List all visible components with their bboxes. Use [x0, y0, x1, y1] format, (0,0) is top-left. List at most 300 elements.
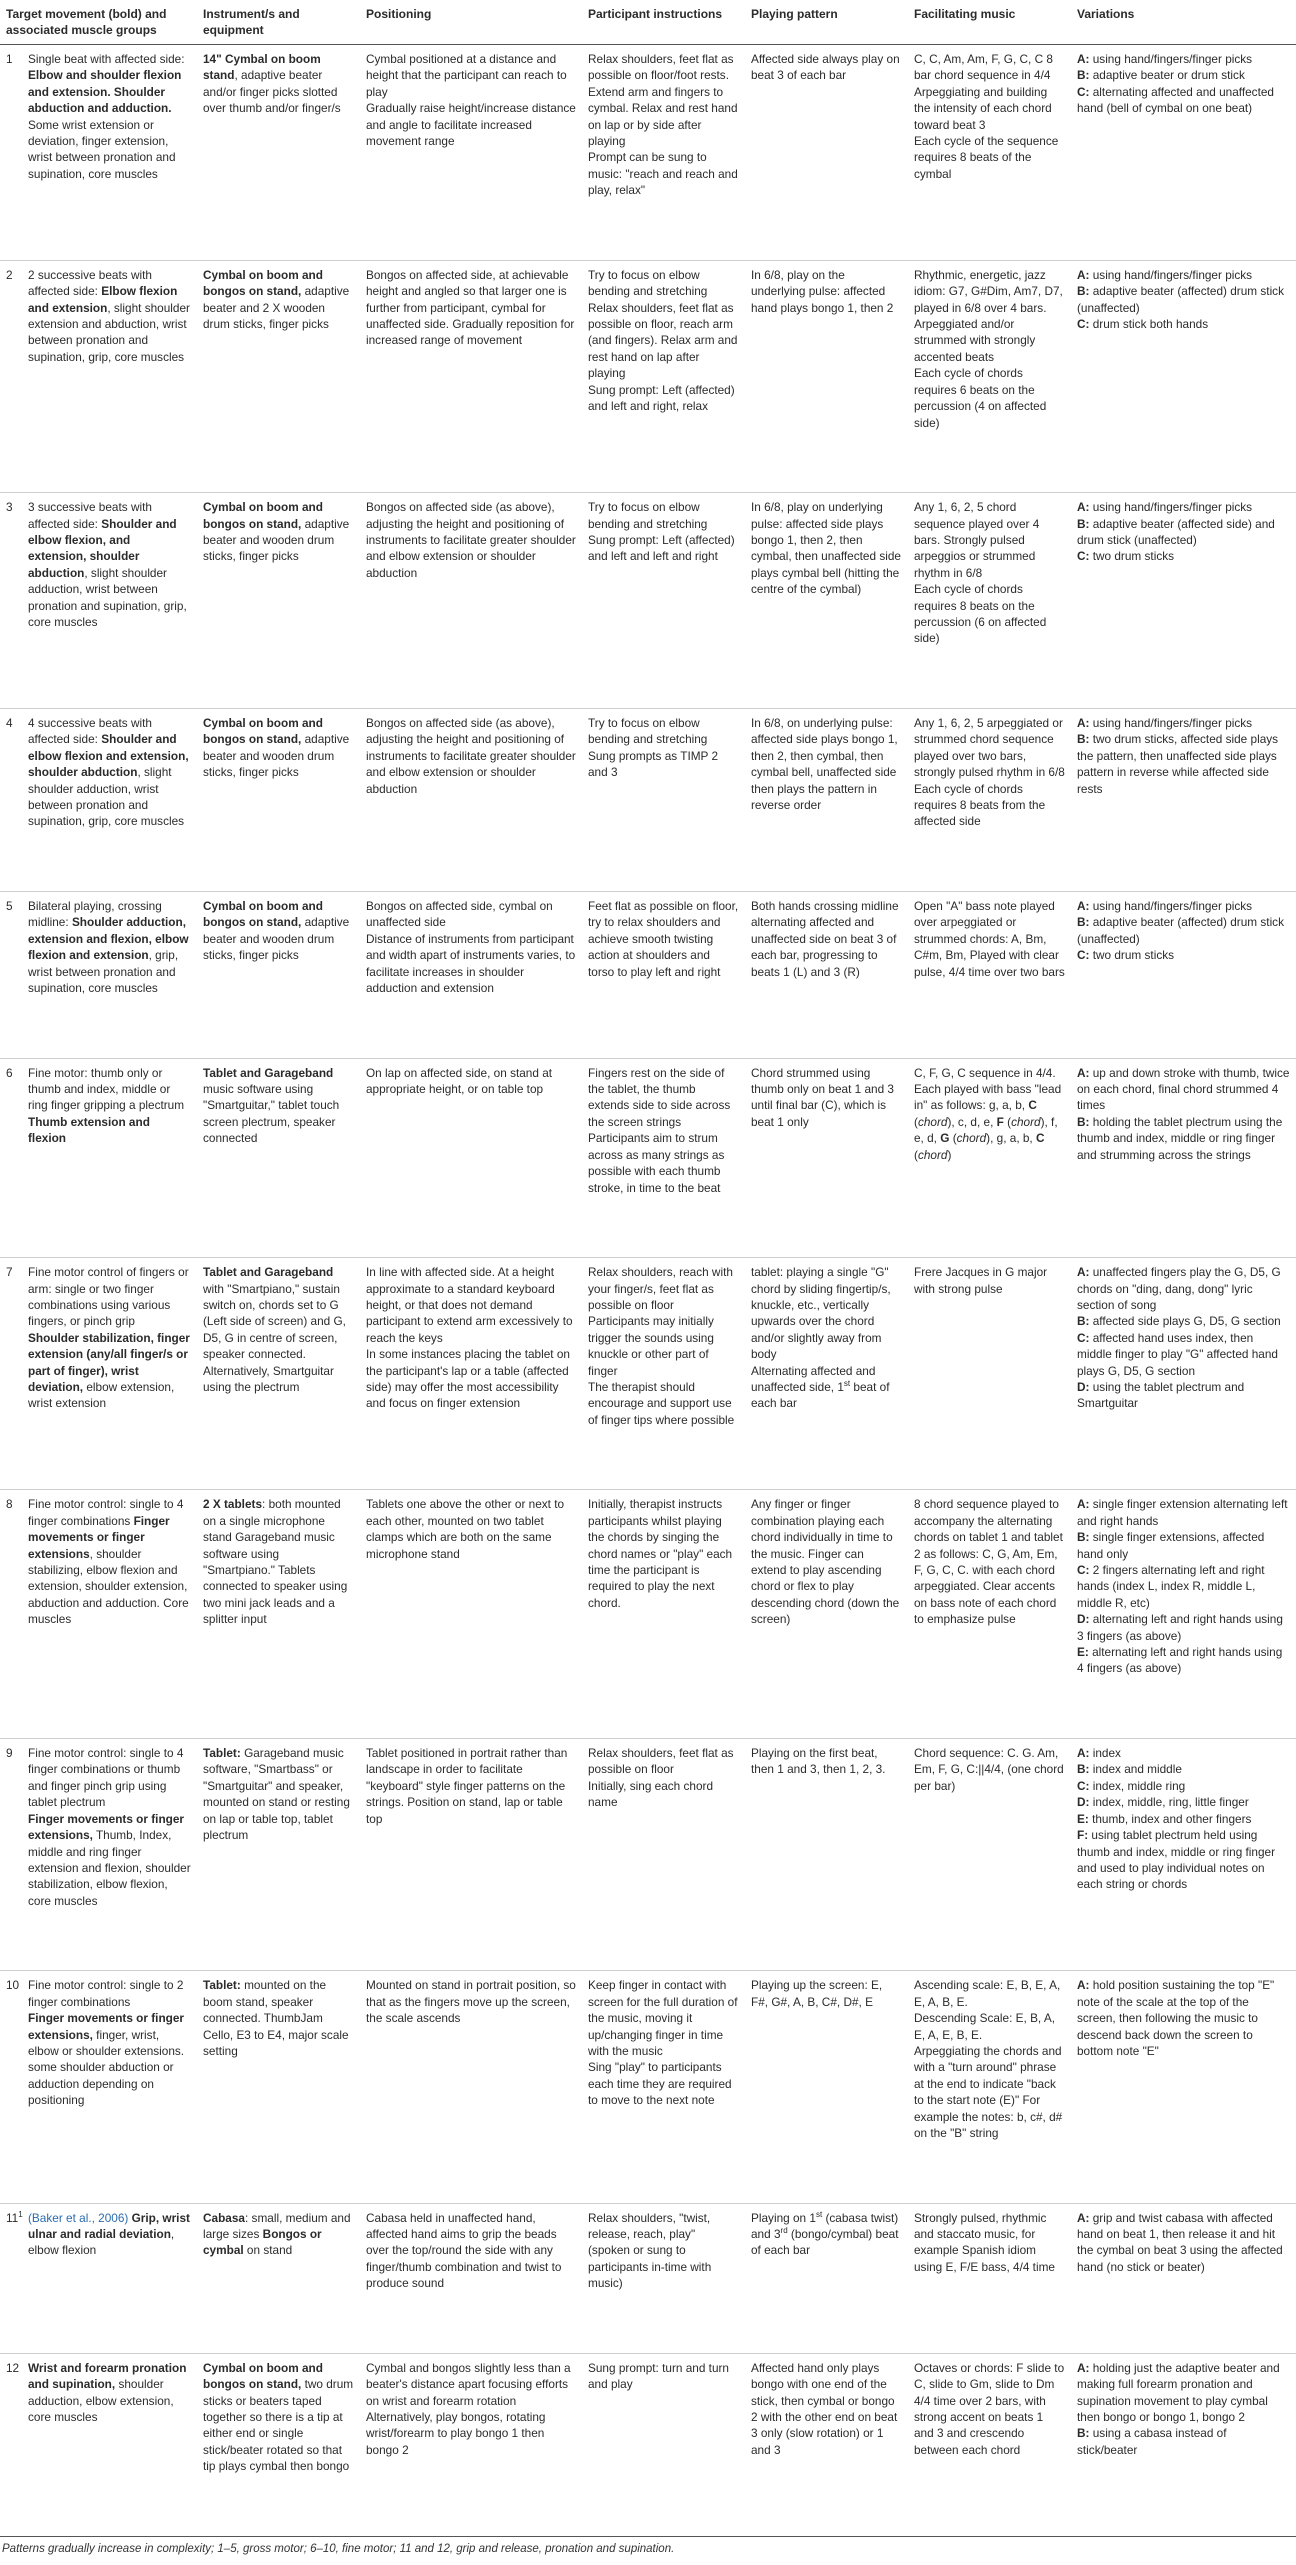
variation-run: C: — [1077, 1330, 1090, 1345]
cell-instructions — [582, 2203, 745, 2353]
header-target: Target movement (bold) and associated muscle groups — [0, 0, 197, 45]
variation-item — [1077, 1745, 1290, 1761]
instrument-run: Cabasa — [203, 2210, 245, 2225]
instrument-run: adaptive beater and wooden drum sticks, finger picks — [203, 915, 350, 963]
variation-run: using a cabasa instead of stick/beater — [1077, 2426, 1227, 2457]
instructions-line: Initially, sing each chord name — [588, 1778, 714, 1810]
table-row — [0, 1490, 1296, 1739]
cell-instructions — [582, 892, 745, 1059]
pattern-line: Playing up the screen: E, F#, G#, A, B, C#, D#, E — [751, 1978, 883, 2009]
cell-instrument — [197, 2353, 360, 2536]
target-wrap — [6, 499, 191, 630]
variation-run: D: — [1077, 1379, 1090, 1394]
instrument-run: Tablet: — [203, 1978, 241, 1993]
cell-music — [908, 1490, 1071, 1739]
variation-run: adaptive beater or drum stick — [1089, 68, 1245, 83]
music-run: ), f, e, d, — [914, 1114, 1058, 1146]
target-wrap — [6, 267, 191, 365]
music-run: ( — [949, 1131, 957, 1146]
instructions-line: Keep finger in contact with screen for the full duration of the music, moving it up/changing finger in time with the music — [588, 1978, 738, 2058]
instructions-line: Participants aim to strum across as many strings as possible with each thumb stroke, in time to the beat — [588, 1131, 725, 1195]
header-instructions: Participant instructions — [582, 0, 745, 45]
variation-run: grip and twist cabasa with affected hand on beat 1, then release it and hit the cymbal on beat 3 using the affected hand (no stick or beater) — [1077, 2210, 1283, 2274]
variation-run: A: — [1077, 715, 1090, 730]
cell-pattern — [745, 1058, 908, 1257]
variation-run: B: — [1077, 284, 1090, 299]
target-run: Thumb, Index, middle and ring finger extension and flexion, shoulder stabilization, elbow flexion, core muscles — [28, 1828, 191, 1908]
row-number: 8 — [6, 1497, 13, 1512]
cell-target — [0, 260, 197, 492]
instrument-run: adaptive beater and wooden drum sticks, finger picks — [203, 516, 350, 564]
row-number: 2 — [6, 267, 13, 282]
target-text — [28, 1065, 191, 1147]
target-text — [28, 715, 191, 830]
instrument-run: , adaptive beater and/or finger picks slotted over thumb and/or finger/s — [203, 68, 341, 116]
variation-run: using hand/fingers/finger picks — [1089, 500, 1253, 515]
target-text — [28, 51, 191, 182]
positioning-line: Tablets one above the other or next to each other, mounted on two tablet clamps which are both on the same microphone stand — [366, 1497, 565, 1561]
target-wrap — [6, 1496, 191, 1627]
variation-run: index, middle, ring, little finger — [1089, 1795, 1249, 1810]
music-run: C — [1036, 1131, 1045, 1146]
music-line: Any 1, 6, 2, 5 chord sequence played over 4 bars. Strongly pulsed arpeggios or strummed rhythm in 6/8 — [914, 500, 1040, 580]
positioning-line: On lap on affected side, on stand at appropriate height, or on table top — [366, 1065, 553, 1097]
cell-pattern — [745, 708, 908, 891]
variation-run: A: — [1077, 1746, 1090, 1761]
music-line: Any 1, 6, 2, 5 arpeggiated or strummed chord sequence played over two bars, strongly pulsed rhythm in 6/8 — [914, 715, 1065, 780]
instrument-run: : small, medium and large sizes — [203, 2210, 351, 2241]
variation-run: A: — [1077, 1065, 1090, 1080]
instructions-line: Sung prompt: Left (affected) and left and left and right — [588, 532, 735, 564]
target-run: 4 successive beats with affected side: — [28, 715, 152, 747]
target-text — [28, 1264, 191, 1412]
cell-pattern — [745, 1490, 908, 1739]
instructions-line: Relax shoulders, "twist, release, reach, play" (spoken or sung to participants in-time with music) — [588, 2210, 712, 2291]
target-run: elbow extension, wrist extension — [28, 1379, 175, 1411]
variation-run: adaptive beater (affected side) and drum stick (unaffected) — [1077, 516, 1275, 547]
pattern-run: beat of each bar — [751, 1379, 890, 1411]
instrument-run: Tablet: — [203, 1746, 241, 1761]
row-number: 12 — [6, 2360, 20, 2375]
music-line: Each cycle of chords requires 8 beats on the percussion (6 on affected side) — [914, 582, 1047, 646]
instructions-line: Sung prompt: Left (affected) and left and right, relax — [588, 382, 735, 414]
positioning-line: Gradually raise height/increase distance and angle to facilitate increased movement range — [366, 101, 576, 149]
cell-target — [0, 708, 197, 891]
music-run: chord — [956, 1131, 987, 1146]
variation-item — [1077, 1611, 1290, 1644]
instrument-run: : both mounted on a single microphone stand Garageband music software using "Smartpiano." Tablets connected to speaker using two mini jack leads and a splitter input — [203, 1497, 348, 1627]
target-wrap — [6, 2360, 191, 2426]
variation-item — [1077, 1827, 1290, 1893]
variation-item — [1077, 1811, 1290, 1827]
variation-item — [1077, 1330, 1290, 1379]
cell-instrument — [197, 45, 360, 261]
variation-run: C: — [1077, 549, 1090, 564]
row-number-text: 11 — [6, 2210, 19, 2225]
target-run: Wrist and forearm pronation and supination, — [28, 2360, 187, 2392]
cell-target — [0, 2203, 197, 2353]
music-line: Octaves or chords: F slide to C, slide to Gm, slide to Dm — [914, 2360, 1065, 2392]
cell-positioning — [360, 45, 582, 261]
instructions-line: Fingers rest on the side of the tablet, the thumb extends side to side across the screen strings — [588, 1065, 731, 1129]
music-run: chord — [1011, 1114, 1041, 1129]
variation-run: using hand/fingers/finger picks — [1089, 52, 1253, 66]
pattern-run: Playing on 1 — [751, 2210, 816, 2225]
positioning-line: Bongos on affected side, at achievable height and angled so that larger one is further from participant, cymbal for unaffected side. Gradually reposition for increased range of movement — [366, 267, 575, 348]
cell-music — [908, 708, 1071, 891]
music-run: ) — [947, 1147, 952, 1162]
variation-run: B: — [1077, 68, 1090, 83]
target-run: 3 successive beats with affected side: — [28, 500, 152, 531]
music-run: ( — [914, 1114, 918, 1129]
positioning-line: In some instances placing the tablet on the participant's lap or a table (affected side) may offer the most accessibility and focus on finger extension — [366, 1347, 570, 1411]
variation-run: two drum sticks — [1089, 549, 1175, 564]
cell-music — [908, 260, 1071, 492]
target-text — [28, 898, 191, 996]
cell-variations — [1071, 1058, 1296, 1257]
variation-run: index, middle ring — [1089, 1778, 1186, 1793]
cell-instructions — [582, 1971, 745, 2203]
cell-positioning — [360, 1971, 582, 2203]
instrument-run: Tablet and Garageband — [203, 1265, 334, 1280]
cell-instructions — [582, 45, 745, 261]
variation-item — [1077, 914, 1290, 947]
variation-run: B: — [1077, 1314, 1090, 1329]
target-run: , shoulder stabilizing, elbow flexion and extension, shoulder extension, abduction and adduction. Core muscles — [28, 1546, 189, 1627]
instructions-line: Sung prompt: turn and turn and play — [588, 2360, 729, 2392]
pattern-line: Chord strummed using thumb only on beat 1 and 3 until final bar (C), which is beat 1 only — [751, 1065, 894, 1129]
cell-instructions — [582, 260, 745, 492]
variation-run: index — [1089, 1746, 1121, 1761]
table-row — [0, 2353, 1296, 2536]
cell-pattern — [745, 493, 908, 709]
pattern-run: tablet: playing a single "G" chord by sliding fingertip/s, knuckle, etc., vertically upwards over the chord and/or slightly away from body — [751, 1265, 891, 1362]
music-line: Descending Scale: E, B, A, E, A, E, B, E. — [914, 2011, 1055, 2042]
music-line: Open "A" bass note played over arpeggiated or strummed chords: A, Bm, C#m, Bm, Played with clear pulse, 4/4 time over two bars — [914, 899, 1065, 979]
music-line: Strongly pulsed, rhythmic and staccato music, for example Spanish idiom using E, F/E bass, 4/4 time — [914, 2210, 1055, 2274]
positioning-line: Cymbal and bongos slightly less than a beater's distance apart focusing efforts on wrist and forearm rotation — [366, 2360, 571, 2408]
variation-run: two drum sticks — [1089, 948, 1175, 963]
variation-item — [1077, 1379, 1290, 1412]
cell-positioning — [360, 1739, 582, 1971]
target-text — [28, 267, 191, 365]
variation-item — [1077, 1496, 1290, 1529]
instructions-line: Sing "play" to participants each time they are required to move to the next note — [588, 2060, 732, 2108]
variation-run: using hand/fingers/finger picks — [1089, 715, 1253, 730]
cell-music — [908, 1739, 1071, 1971]
table-row — [0, 1971, 1296, 2203]
row-number: 9 — [6, 1746, 13, 1761]
instrument-run: music software using "Smartguitar," tablet touch screen plectrum, speaker connected — [203, 1082, 340, 1146]
variation-run: C: — [1077, 1778, 1090, 1793]
header-pattern: Playing pattern — [745, 0, 908, 45]
music-line: Rhythmic, energetic, jazz idiom: G7, G#Dim, Am7, D7, played in 6/8 over 4 bars. Arpeggiated and/or strummed with strongly accented beats — [914, 267, 1063, 364]
instrument-run: adaptive beater and wooden drum sticks, finger picks — [203, 732, 350, 780]
target-text — [28, 499, 191, 630]
music-line: Arpeggiating the chords and with a "turn around" phrase at the end to indicate "back to the start note (E)" For example the notes: b, c#, d# on the "B" string — [914, 2043, 1063, 2140]
row-number: 6 — [6, 1065, 13, 1080]
cell-target — [0, 45, 197, 261]
header-row — [0, 0, 1296, 45]
variation-item — [1077, 1794, 1290, 1810]
target-wrap — [6, 898, 191, 996]
variation-run: F: — [1077, 1828, 1089, 1843]
variation-run: two drum sticks, affected side plays the pattern, then unaffected side plays pattern in reverse while affected side rests — [1077, 732, 1279, 796]
variation-item — [1077, 2360, 1290, 2426]
variation-run: using hand/fingers/finger picks — [1089, 899, 1253, 914]
cell-variations — [1071, 493, 1296, 709]
cell-target — [0, 1490, 197, 1739]
target-run: Finger movements or finger extensions — [28, 1513, 170, 1561]
variation-run: C: — [1077, 84, 1090, 99]
target-run: Finger movements or finger extensions, — [28, 1811, 185, 1843]
cell-pattern — [745, 45, 908, 261]
cell-positioning — [360, 260, 582, 492]
cell-music — [908, 45, 1071, 261]
target-run: Fine motor: thumb only or thumb and index, middle or ring finger gripping a plectrum — [28, 1065, 185, 1113]
variation-run: holding just the adaptive beater and making full forearm pronation and supination movement to play cymbal then bongo or bongo 1, bongo 2 — [1077, 2360, 1280, 2425]
instructions-line: Try to focus on elbow bending and stretching — [588, 715, 708, 747]
variation-run: holding the tablet plectrum using the thumb and index, middle or ring finger and strumming across the strings — [1077, 1114, 1283, 1162]
target-text — [28, 2360, 191, 2426]
variation-run: unaffected fingers play the G, D5, G chords on "ding, dang, dong" lyric section of song — [1077, 1265, 1281, 1312]
instructions-line: Relax shoulders, feet flat as possible on floor/foot rests. Extend arm and fingers to cymbal. Relax and rest hand on lap or by side after playing — [588, 52, 738, 149]
cell-variations — [1071, 708, 1296, 891]
cell-positioning — [360, 2353, 582, 2536]
music-line: 4/4 time over 2 bars, with strong accent on beats 1 and 3 and crescendo between each chord — [914, 2393, 1046, 2457]
header-positioning: Positioning — [360, 0, 582, 45]
music-line: C, C, Am, Am, F, G, C, C 8 bar chord sequence in 4/4 — [914, 52, 1053, 83]
cell-variations — [1071, 260, 1296, 492]
table-row — [0, 45, 1296, 261]
variation-run: C: — [1077, 317, 1090, 332]
cell-target — [0, 1971, 197, 2203]
target-run: finger, wrist, elbow or shoulder extensions. some shoulder abduction or adduction depending on positioning — [28, 2027, 185, 2108]
variation-run: using hand/fingers/finger picks — [1089, 267, 1253, 282]
variation-item — [1077, 1065, 1290, 1114]
positioning-line: Cabasa held in unaffected hand, affected hand aims to grip the beads over the top/round the side with any finger/thumb combination and twist to produce sound — [366, 2210, 562, 2291]
cell-positioning — [360, 708, 582, 891]
target-wrap — [6, 715, 191, 830]
variation-item — [1077, 1529, 1290, 1562]
variation-item — [1077, 67, 1290, 83]
cell-target — [0, 493, 197, 709]
variation-item — [1077, 1114, 1290, 1163]
cell-pattern — [745, 892, 908, 1059]
target-run: Fine motor control of fingers or arm: single or two finger combinations using various fingers, or pinch grip — [28, 1265, 189, 1329]
cell-variations — [1071, 1739, 1296, 1971]
cell-music — [908, 2353, 1071, 2536]
target-text — [28, 1977, 191, 2108]
variation-run: single finger extensions, affected hand only — [1077, 1530, 1265, 1561]
table-footnote: Patterns gradually increase in complexity; 1–5, gross motor; 6–10, fine motor; 11 and 12, grip and release, pronation and supination. — [2, 2543, 675, 2555]
pattern-run: st — [843, 1379, 851, 1389]
table-row — [0, 892, 1296, 1059]
cell-instrument — [197, 708, 360, 891]
variation-run: B: — [1077, 915, 1090, 930]
instructions-line: Relax shoulders, feet flat as possible on floor, reach arm (and fingers). Relax arm and rest hand on lap after playing — [588, 300, 738, 381]
row-number: 1 — [6, 52, 13, 66]
music-run: chord — [917, 1114, 948, 1129]
instrument-run: Cymbal on boom and bongos on stand, — [203, 2360, 323, 2392]
cell-pattern — [745, 1258, 908, 1490]
table-row — [0, 1258, 1296, 1490]
instrument-run: 14" Cymbal on boom stand — [203, 52, 321, 83]
pattern-line: Affected hand only plays bongo with one end of the stick, then cymbal or bongo 2 with the other end on beat 3 only (slow rotation) or 1 and 3 — [751, 2360, 898, 2457]
music-line: Ascending scale: E, B, E, A, E, A, B, E. — [914, 1978, 1061, 2009]
cell-pattern — [745, 2203, 908, 2353]
variation-run: A: — [1077, 500, 1090, 515]
cell-positioning — [360, 1258, 582, 1490]
target-text — [28, 2210, 191, 2259]
target-run: 2 successive beats with affected side: — [28, 267, 152, 299]
variation-run: up and down stroke with thumb, twice on each chord, final chord strummed 4 times — [1077, 1065, 1290, 1113]
row-number: 3 — [6, 500, 13, 515]
target-run: Grip, wrist ulnar and radial deviation — [28, 2210, 190, 2241]
cell-variations — [1071, 2353, 1296, 2536]
variation-run: E: — [1077, 1645, 1089, 1660]
target-run: Shoulder adduction, extension and flexion, elbow flexion and extension — [28, 915, 189, 963]
music-line: 8 chord sequence played to accompany the alternating chords on tablet 1 and tablet 2 as follows: C, G, Am, Em, F, G, C, C. with each chord arpeggiated. Clear accents on bass note of each chord to emphasize pulse — [914, 1497, 1063, 1627]
variation-run: alternating left and right hands using 4 fingers (as above) — [1077, 1645, 1283, 1676]
row-number: 5 — [6, 899, 13, 914]
positioning-line: Bongos on affected side, cymbal on unaffected side — [366, 899, 553, 930]
cell-instrument — [197, 1490, 360, 1739]
row-number-sup: 1 — [18, 2209, 23, 2219]
variation-run: using tablet plectrum held using thumb and index, middle or ring finger and used to play individual notes on each string or chords — [1077, 1828, 1276, 1892]
target-run: Fine motor control: single to 2 finger combinations — [28, 1978, 184, 2009]
target-run: shoulder adduction, elbow extension, core muscles — [28, 2377, 174, 2425]
row-number — [6, 2210, 28, 2259]
instructions-line: Initially, therapist instructs participants whilst playing the chords by singing the chord names or "play" each time the participant is required to play the next chord. — [588, 1497, 733, 1610]
target-run: Shoulder and elbow flexion and extension, shoulder abduction — [28, 732, 189, 780]
variation-run: D: — [1077, 1612, 1090, 1627]
music-run: ), c, d, e, — [947, 1114, 997, 1129]
target-run: Finger movements or finger extensions, — [28, 2011, 185, 2042]
variation-run: A: — [1077, 899, 1090, 914]
target-wrap — [6, 1065, 191, 1147]
variation-item — [1077, 1264, 1290, 1313]
instrument-run: Garageband music software, "Smartbass" or "Smartguitar" and speaker, mounted on stand or resting on lap or table top, tablet plectrum — [203, 1746, 350, 1843]
cell-variations — [1071, 1490, 1296, 1739]
table-row — [0, 708, 1296, 891]
target-run: Elbow and shoulder flexion and extension. Shoulder abduction and adduction. — [28, 68, 182, 116]
variation-run: thumb, index and other fingers — [1088, 1811, 1252, 1826]
instrument-run: Cymbal on boom and bongos on stand, — [203, 715, 323, 747]
target-run: Shoulder and elbow flexion, and extension, shoulder abduction — [28, 516, 177, 580]
variation-item — [1077, 715, 1290, 731]
cell-music — [908, 1258, 1071, 1490]
pattern-line: In 6/8, play on underlying pulse: affected side plays bongo 1, then 2, then cymbal, then unaffected side plays cymbal bell (hitting the centre of the cymbal) — [751, 500, 901, 597]
variation-item — [1077, 84, 1290, 117]
cell-target — [0, 1739, 197, 1971]
target-wrap — [6, 1977, 191, 2108]
variation-item — [1077, 2210, 1290, 2276]
instrument-run: Cymbal on boom and bongos on stand, — [203, 899, 323, 930]
variation-item — [1077, 1562, 1290, 1611]
instructions-line: Relax shoulders, feet flat as possible on floor — [588, 1746, 734, 1777]
target-run: Single beat with affected side: — [28, 52, 185, 66]
music-line: Each cycle of chords requires 6 beats on the percussion (4 on affected side) — [914, 366, 1047, 430]
target-run: Some wrist extension or deviation, finger extension, wrist between pronation and supination, core muscles — [28, 117, 176, 181]
cell-music — [908, 892, 1071, 1059]
music-line: Frere Jacques in G major with strong pulse — [914, 1265, 1048, 1296]
variation-run: A: — [1077, 1265, 1090, 1280]
cell-positioning — [360, 1490, 582, 1739]
citation-link[interactable]: (Baker et al., 2006) — [28, 2210, 129, 2225]
instructions-line: Try to focus on elbow bending and stretching — [588, 500, 708, 531]
cell-pattern — [745, 1739, 908, 1971]
table-row — [0, 260, 1296, 492]
target-run: , slight shoulder adduction, wrist between pronation and supination, grip, core muscles — [28, 565, 187, 629]
pattern-line: In 6/8, on underlying pulse: affected side plays bongo 1, then 2, then cymbal, then cymbal bell, unaffected side then plays the pattern in reverse order — [751, 715, 898, 813]
variation-run: alternating left and right hands using 3 fingers (as above) — [1077, 1612, 1283, 1643]
positioning-line: Alternatively, play bongos, rotating wrist/forearm to play bongo 1 then bongo 2 — [366, 2410, 546, 2457]
music-run: G — [940, 1131, 950, 1146]
pattern-line: In 6/8, play on the underlying pulse: affected hand plays bongo 1, then 2 — [751, 267, 894, 315]
pattern-line: Affected side always play on beat 3 of each bar — [751, 52, 900, 83]
cell-positioning — [360, 1058, 582, 1257]
variation-run: C: — [1077, 1563, 1090, 1578]
target-wrap — [6, 51, 191, 182]
instrument-run: two drum sticks or beaters taped together so there is a tip at either end or single stick/beater rotated so that tip plays cymbal then bongo — [203, 2377, 354, 2474]
target-run: , slight shoulder adduction, wrist between pronation and supination, grip, core muscles — [28, 765, 185, 829]
variation-run: hold position sustaining the top "E" note of the scale at the top of the screen, then following the music to descend back down the screen to bottom note "E" — [1077, 1978, 1275, 2058]
music-line: Arpeggiating and building the intensity of each chord toward beat 3 — [914, 84, 1052, 132]
table-row — [0, 2203, 1296, 2353]
cell-instrument — [197, 1971, 360, 2203]
cell-instrument — [197, 1258, 360, 1490]
variation-run: A: — [1077, 1978, 1090, 1993]
variation-item — [1077, 499, 1290, 515]
instructions-line: Sung prompts as TIMP 2 and 3 — [588, 748, 719, 780]
table-row — [0, 1739, 1296, 1971]
variation-item — [1077, 51, 1290, 67]
cell-instrument — [197, 1058, 360, 1257]
cell-target — [0, 892, 197, 1059]
variation-run: A: — [1077, 2360, 1090, 2375]
cell-pattern — [745, 260, 908, 492]
variation-item — [1077, 283, 1290, 316]
pattern-run: Alternating affected and unaffected side, 1 — [751, 1363, 876, 1394]
variation-run: A: — [1077, 52, 1090, 66]
variation-run: A: — [1077, 267, 1090, 282]
music-line: Chord sequence: C. G. Am, Em, F, G, C:||4/4, (one chord per bar) — [914, 1746, 1064, 1793]
cell-variations — [1071, 45, 1296, 261]
cell-instrument — [197, 2203, 360, 2353]
variation-run: drum stick both hands — [1089, 317, 1209, 332]
table-row — [0, 493, 1296, 709]
instrument-run: Cymbal on boom and bongos on stand, — [203, 267, 323, 299]
variation-run: affected hand uses index, then middle finger to play "G" affected hand plays G, D5, G section — [1077, 1330, 1278, 1378]
variation-run: A: — [1077, 2210, 1090, 2225]
instrument-run: on stand — [243, 2243, 293, 2258]
cell-instructions — [582, 493, 745, 709]
cell-music — [908, 1971, 1071, 2203]
target-run: , slight shoulder extension and abduction, wrist between pronation and supination, grip, core muscles — [28, 300, 190, 364]
instrument-run: Cymbal on boom and bongos on stand, — [203, 500, 323, 531]
cell-instructions — [582, 1258, 745, 1490]
instrument-run: adaptive beater and 2 X wooden drum sticks, finger picks — [203, 284, 350, 332]
positioning-line: Tablet positioned in portrait rather than landscape in order to facilitate "keyboard" style finger patterns on the strings. Position on stand, lap or table top — [366, 1746, 568, 1826]
variation-item — [1077, 1778, 1290, 1794]
instructions-line: Prompt can be sung to music: "reach and reach and play, relax" — [588, 150, 738, 198]
instrument-run: with "Smartpiano," sustain switch on, chords set to G (Left side of screen) and G, D5, G in centre of screen, speaker connected. Alternatively, Smartguitar using the plectrum — [203, 1281, 346, 1394]
variation-run: A: — [1077, 1497, 1090, 1512]
variation-item — [1077, 2425, 1290, 2458]
cell-music — [908, 1058, 1071, 1257]
cell-instrument — [197, 260, 360, 492]
